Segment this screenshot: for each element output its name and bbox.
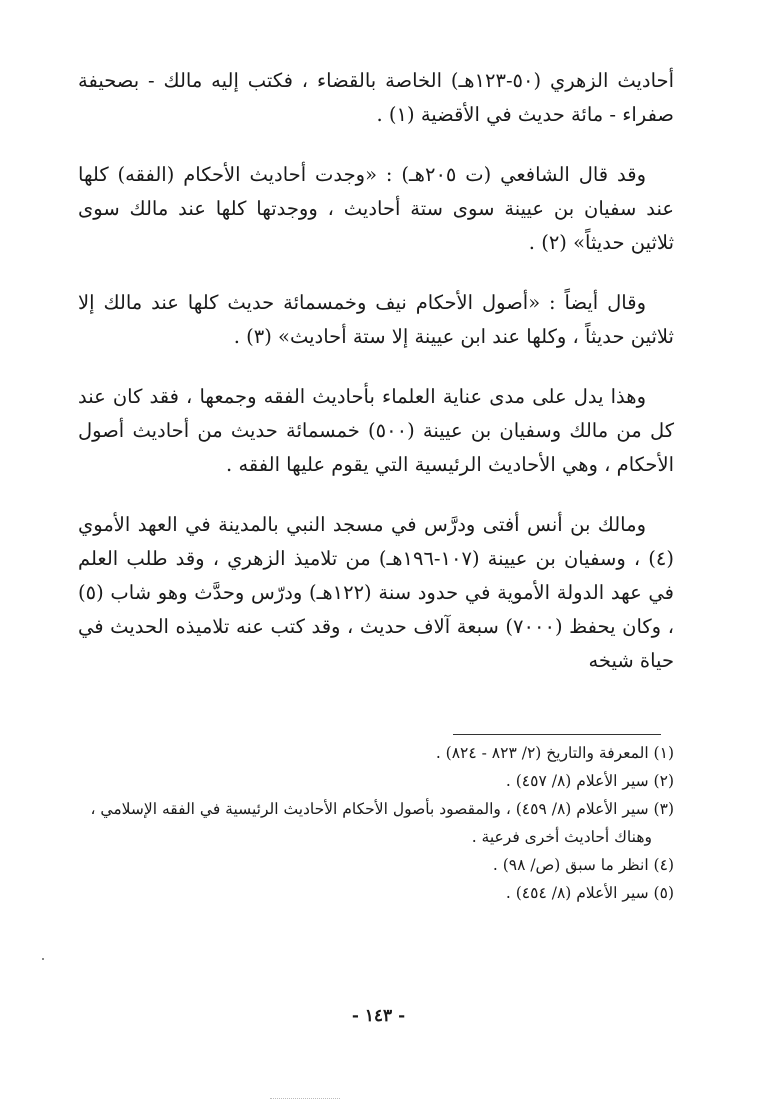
page-number: - ١٤٣ - bbox=[351, 1006, 406, 1026]
footnote-5: (٥) سير الأعلام (٨/ ٤٥٤) . bbox=[505, 884, 674, 902]
paragraph-5: ومالك بن أنس أفتى ودرَّس في مسجد النبي بالمدينة في العهد الأموي (٤) ، وسفيان بن عيينة (١٠٧-١٩٦هـ) من تلاميذ الزهري ، وقد طلب العلم في عهد الدولة الأموية في حدود سنة (١٢٢هـ) ودرّس وحدَّث وهو شاب (٥) ، وكان يحفظ (٧٠٠٠) سبعة آلاف حديث ، وقد كتب عنه تلاميذه الحديث في حياة شيخه bbox=[78, 513, 675, 672]
main-text bbox=[78, 64, 674, 704]
footnote-1: (١) المعرفة والتاريخ (٢/ ٨٢٣ - ٨٢٤) . bbox=[435, 744, 674, 762]
paragraph-4: وهذا يدل على مدى عناية العلماء بأحاديث الفقه وجمعها ، فقد كان عند كل من مالك وسفيان بن عيينة (٥٠٠) خمسمائة حديث من أحاديث أصول الأحكام ، وهي الأحاديث الرئيسية التي يقوم عليها الفقه . bbox=[78, 385, 674, 476]
paragraph-2: وقد قال الشافعي (ت ٢٠٥هـ) : «وجدت أحاديث الأحكام (الفقه) كلها عند سفيان بن عيينة سوى ستة أحاديث ، ووجدتها كلها عند مالك سوى ثلاثين حديثاً» (٢) . bbox=[78, 163, 674, 254]
footnote-separator bbox=[453, 734, 661, 735]
footnote-4: (٤) انظر ما سبق (ص/ ٩٨) . bbox=[492, 856, 674, 874]
paragraph-3: وقال أيضاً : «أصول الأحكام نيف وخمسمائة حديث كلها عند مالك إلا ثلاثين حديثاً ، وكلها عند ابن عيينة إلا ستة أحاديث» (٣) . bbox=[78, 291, 674, 348]
scan-speck bbox=[42, 958, 44, 960]
footnote-3-continuation: وهناك أحاديث أخرى فرعية . bbox=[471, 828, 652, 846]
footnote-3: (٣) سير الأعلام (٨/ ٤٥٩) ، والمقصود بأصول الأحكام الأحاديث الرئيسية في الفقه الإسلامي ، bbox=[90, 800, 674, 818]
footnotes bbox=[80, 739, 674, 907]
paragraph-1: أحاديث الزهري (٥٠-١٢٣هـ) الخاصة بالقضاء ، فكتب إليه مالك - بصحيفة صفراء - مائة حديث في الأقضية (١) . bbox=[78, 69, 674, 126]
footnote-2: (٢) سير الأعلام (٨/ ٤٥٧) . bbox=[505, 772, 674, 790]
scan-artifact bbox=[270, 1098, 340, 1102]
